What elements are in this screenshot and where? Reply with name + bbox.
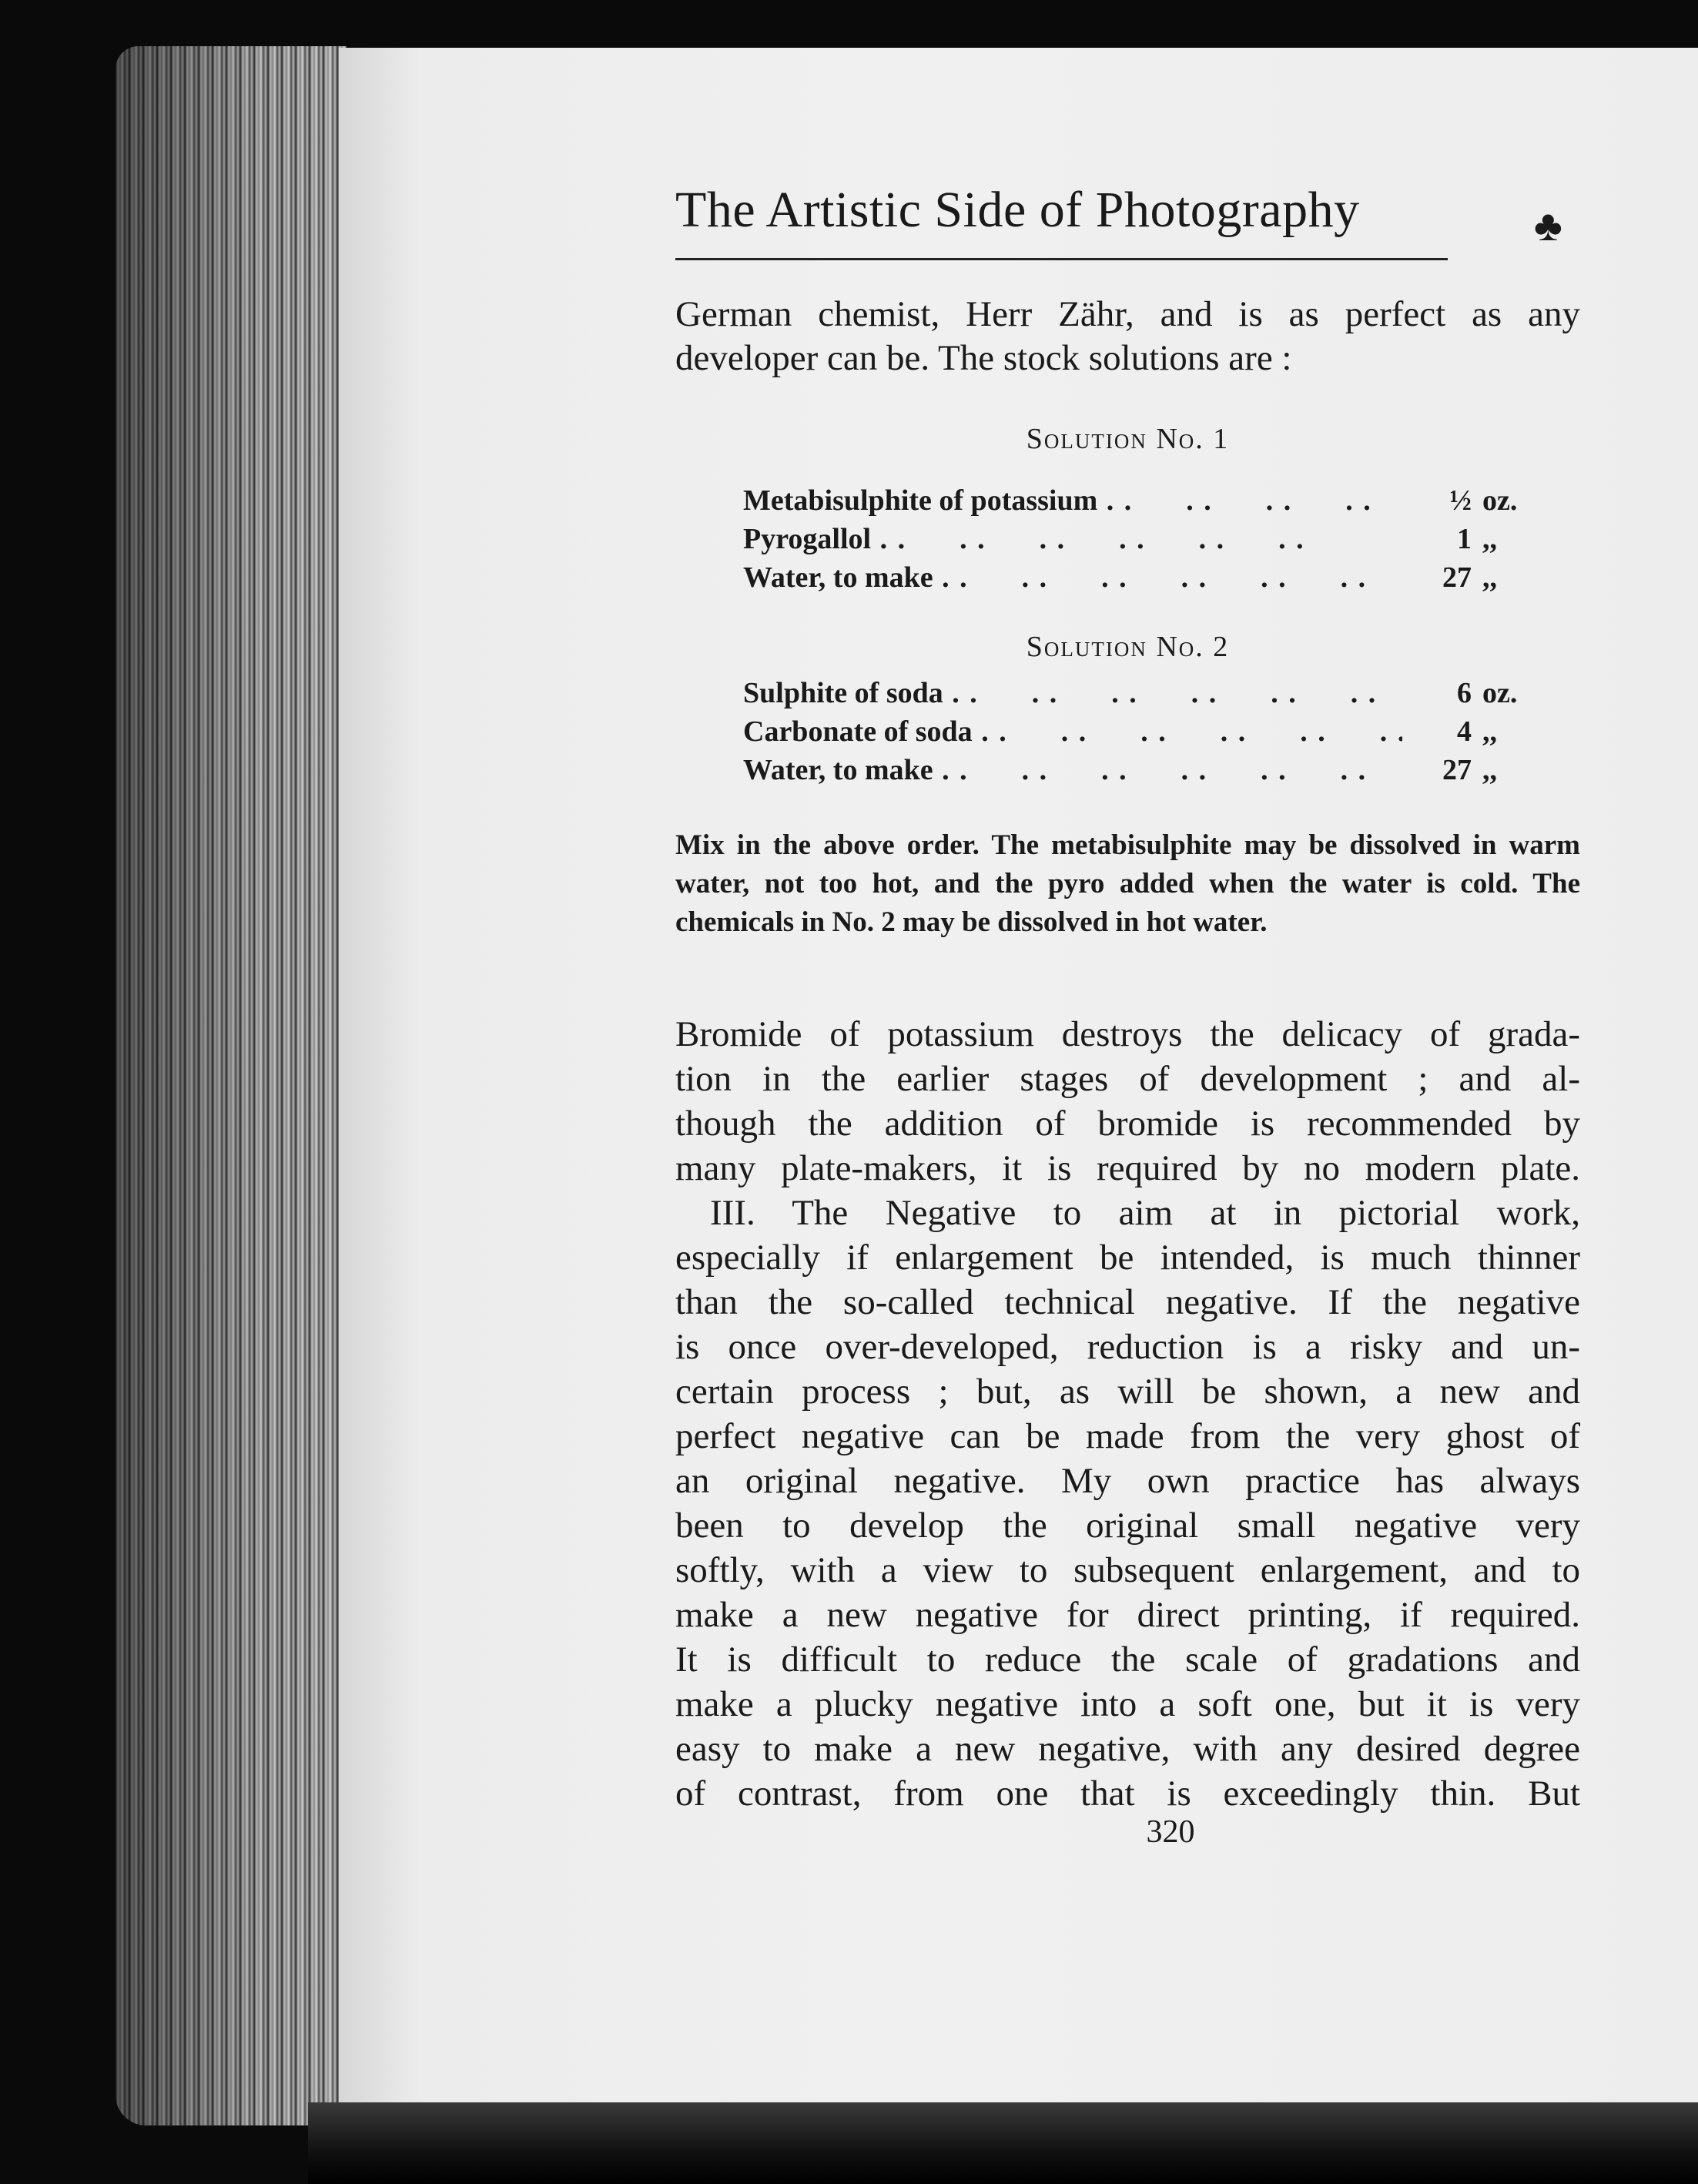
body-line: though the addition of bromide is recommended by: [675, 1104, 1580, 1144]
book-bottom-edge: [308, 2102, 1698, 2184]
solution-1-row: [743, 481, 1529, 520]
ingredient-name: Water, to make . .: [743, 558, 1402, 597]
mixing-note: Mix in the above order. The metabisulphite may be dissolved in warm water, not too hot, and the pyro added when the water is cold. The chemicals in No. 2 may be dissolved in hot water.: [675, 829, 1580, 938]
body-line: especially if enlargement be intended, is much thinner: [675, 1238, 1580, 1278]
ingredient-name: Sulphite of soda . .: [743, 674, 1402, 712]
ingredient-unit: ,,: [1482, 715, 1497, 748]
page-edge-shadow: [116, 46, 347, 2125]
ingredient-quantity: 1: [1457, 523, 1472, 555]
solution-2-row: [743, 674, 1529, 712]
solution-2-row: [743, 712, 1529, 751]
solution-2-row: [743, 751, 1529, 789]
ingredient-unit: oz.: [1482, 484, 1518, 517]
body-line: tion in the earlier stages of development ; and al-: [675, 1059, 1580, 1099]
ingredient-name: Metabisulphite of potassium . .: [743, 481, 1402, 520]
body-line: certain process ; but, as will be shown, a new and: [675, 1372, 1580, 1412]
body-line: III. The Negative to aim at in pictorial work,: [710, 1193, 1580, 1233]
body-line: It is difficult to reduce the scale of gradations and: [675, 1640, 1580, 1680]
solution-1-title: Solution No. 1: [1026, 423, 1230, 455]
intro-line-1: German chemist, Herr Zähr, and is as perfect as any: [675, 294, 1580, 334]
body-line: been to develop the original small negative very: [675, 1506, 1580, 1546]
body-line: of contrast, from one that is exceedingly thin. But: [675, 1774, 1580, 1814]
ingredient-quantity: 27: [1442, 561, 1472, 594]
ingredient-quantity: ½: [1449, 484, 1472, 517]
body-line: is once over-developed, reduction is a risky and un-: [675, 1327, 1580, 1367]
body-line: perfect negative can be made from the very ghost of: [675, 1416, 1580, 1456]
ingredient-name: Carbonate of soda . .: [743, 712, 1402, 751]
running-head: The Artistic Side of Photography: [675, 182, 1360, 238]
body-line: than the so-called technical negative. If the negative: [675, 1282, 1580, 1322]
solution-2-title: Solution No. 2: [1026, 631, 1230, 663]
ingredient-unit: ,,: [1482, 561, 1497, 594]
body-line: Bromide of potassium destroys the delicacy of grada-: [675, 1014, 1580, 1054]
ingredient-unit: oz.: [1482, 677, 1518, 709]
running-head-rule: [675, 258, 1448, 260]
solution-1-row: [743, 520, 1529, 558]
ingredient-quantity: 27: [1442, 754, 1472, 786]
solution-1-table: [743, 481, 1529, 597]
body-line: softly, with a view to subsequent enlargement, and to: [675, 1550, 1580, 1590]
intro-line-2: developer can be. The stock solutions are :: [675, 338, 1292, 378]
body-line: easy to make a new negative, with any desired degree: [675, 1729, 1580, 1769]
body-line: make a new negative for direct printing, if required.: [675, 1595, 1580, 1635]
ingredient-name: Pyrogallol . .: [743, 520, 1402, 558]
solution-1-row: [743, 558, 1529, 597]
page-number: 320: [1146, 1814, 1195, 1850]
body-line: many plate-makers, it is required by no modern plate.: [675, 1148, 1580, 1188]
ingredient-unit: ,,: [1482, 754, 1497, 786]
ingredient-unit: ,,: [1482, 523, 1497, 555]
fleuron-ornament-icon: ♣: [1534, 203, 1562, 250]
body-line: make a plucky negative into a soft one, but it is very: [675, 1684, 1580, 1724]
ingredient-quantity: 6: [1457, 677, 1472, 709]
solution-2-table: [743, 674, 1529, 789]
ingredient-name: Water, to make . .: [743, 751, 1402, 789]
body-line: an original negative. My own practice has always: [675, 1461, 1580, 1501]
ingredient-quantity: 4: [1457, 715, 1472, 748]
